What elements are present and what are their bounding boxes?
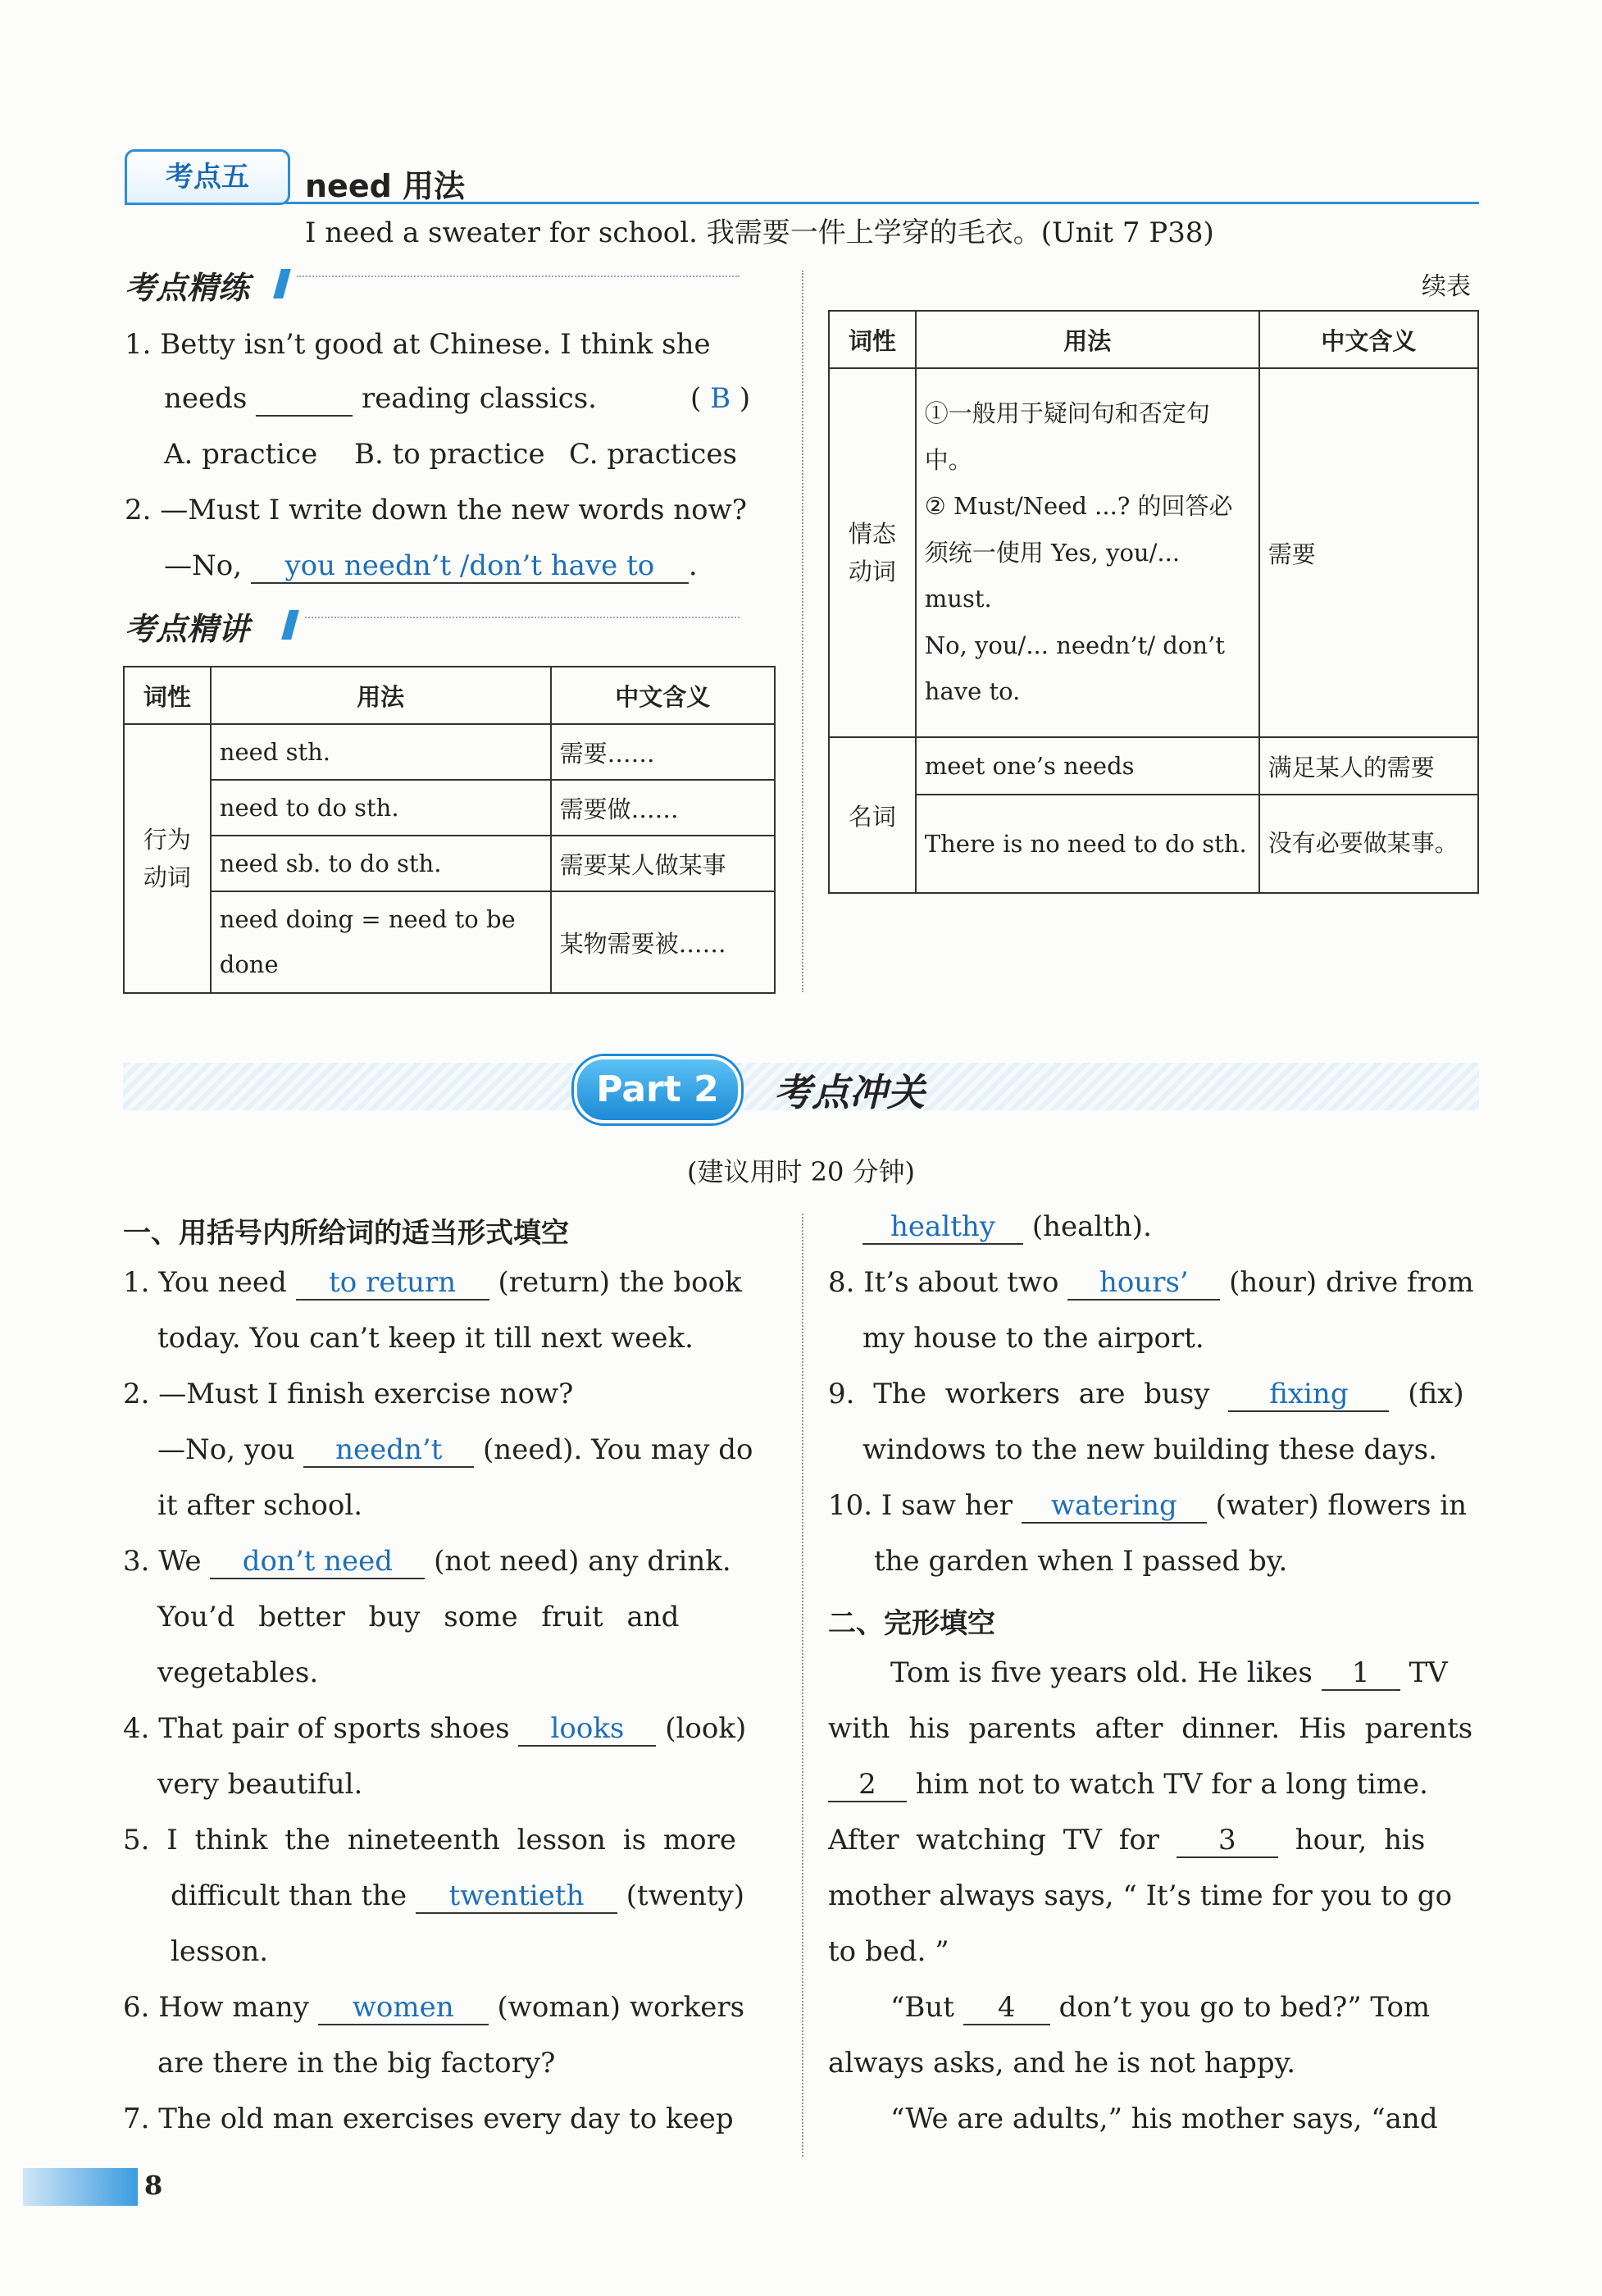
meaning-cell: 没有必要做某事。 [1259, 795, 1478, 893]
s1-q1-blank[interactable]: to return [296, 1267, 489, 1301]
section2-heading: 二、完形填空 [828, 1607, 995, 1640]
section1-heading: 一、用括号内所给词的适当形式填空 [123, 1217, 569, 1250]
s1-q2-blank[interactable]: needn’t [303, 1434, 474, 1468]
continued-label: 续表 [1422, 272, 1471, 301]
pos-cell: 情态动词 [829, 368, 916, 737]
practice-q1-line2: needs reading classics. [164, 382, 597, 417]
s1-q5-line2: difficult than the twentieth (twenty) [171, 1879, 744, 1914]
page-number: 8 [144, 2170, 163, 2201]
s1-q3-blank[interactable]: don’t need [210, 1546, 425, 1579]
table-header: 词性 [124, 667, 211, 724]
practice-q2: 2. —Must I write down the new words now? [125, 494, 747, 526]
modal-usage-2: ② Must/Need ...? 的回答必须统一使用 Yes, you/... must. [924, 492, 1233, 613]
s1-q8-blank[interactable]: hours’ [1067, 1267, 1220, 1301]
practice-q1-blank[interactable] [256, 383, 353, 417]
pos-cell: 行为动词 [124, 724, 211, 993]
s1-q8-line2: my house to the airport. [862, 1322, 1204, 1355]
table-header: 用法 [211, 667, 551, 724]
table-header: 中文含义 [1259, 311, 1478, 368]
practice-q1-option-b: B. to practice [354, 438, 545, 471]
cloze-line: always asks, and he is not happy. [828, 2047, 1296, 2080]
s1-q7-line2: healthy (health). [862, 1210, 1152, 1245]
table-header: 用法 [916, 311, 1259, 368]
s1-q9-line2: windows to the new building these days. [862, 1433, 1437, 1466]
cloze-line: “But 4 don’t you go to bed?” Tom [890, 1991, 1430, 2025]
cloze-blank-3[interactable]: 3 [1176, 1824, 1278, 1858]
s1-q5-line3: lesson. [171, 1935, 269, 1968]
cloze-blank-4[interactable]: 4 [963, 1992, 1050, 2025]
heading-mark [273, 269, 291, 298]
part-title: 考点冲关 [774, 1070, 925, 1114]
meaning-cell: 某物需要被…… [551, 891, 775, 993]
s1-q7: 7. The old man exercises every day to keep [123, 2102, 734, 2135]
cloze-line: “We are adults,” his mother says, “and [890, 2102, 1438, 2135]
s1-q1: 1. You need to return (return) the book [123, 1266, 742, 1301]
practice-q1-option-a: A. practice [164, 438, 318, 471]
s1-q3: 3. We don’t need (not need) any drink. [123, 1545, 731, 1579]
cloze-line: 2 him not to watch TV for a long time. [828, 1768, 1428, 1802]
topic-example: I need a sweater for school. 我需要一件上学穿的毛衣。(Unit 7 P38) [305, 216, 1214, 249]
s1-q2-line2: —No, you needn’t (need). You may do [157, 1433, 753, 1468]
usage-cell: There is no need to do sth. [916, 795, 1259, 893]
heading-dotline [305, 617, 740, 618]
table-header: 词性 [829, 311, 916, 368]
explain-heading: 考点精讲 [125, 610, 250, 647]
practice-q1-answer: ( B ) [690, 382, 751, 415]
usage-cell [916, 368, 1259, 737]
continued-table [828, 310, 1479, 894]
s1-q4: 4. That pair of sports shoes looks (look) [123, 1712, 746, 1747]
usage-cell: need doing = need to be done [211, 891, 551, 993]
s1-q7-blank[interactable]: healthy [862, 1211, 1023, 1245]
cloze-line: mother always says, “ It’s time for you to go [828, 1879, 1453, 1912]
s1-q8: 8. It’s about two hours’ (hour) drive from [828, 1266, 1474, 1301]
practice-q2-blank[interactable]: you needn’t /don’t have to [251, 550, 689, 584]
usage-cell: need sb. to do sth. [211, 836, 551, 891]
heading-mark [281, 610, 299, 640]
practice-heading: 考点精练 [125, 269, 250, 306]
meaning-cell: 满足某人的需要 [1259, 737, 1478, 795]
column-divider [802, 1214, 803, 2157]
table-header: 中文含义 [551, 667, 775, 724]
meaning-cell: 需要 [1259, 368, 1478, 737]
meaning-cell: 需要做…… [551, 780, 775, 836]
s1-q5-blank[interactable]: twentieth [416, 1880, 617, 1914]
s1-q10-line2: the garden when I passed by. [874, 1545, 1288, 1578]
topic-title: need 用法 [305, 168, 466, 204]
s1-q5: 5. I think the nineteenth lesson is more [123, 1824, 736, 1856]
s1-q2: 2. —Must I finish exercise now? [123, 1378, 574, 1410]
usage-cell: need to do sth. [211, 780, 551, 836]
s1-q2-line3: it after school. [157, 1489, 363, 1522]
s1-q10-blank[interactable]: watering [1022, 1490, 1207, 1524]
s1-q6: 6. How many women (woman) workers [123, 1991, 744, 2025]
cloze-blank-2[interactable]: 2 [828, 1769, 907, 1802]
cloze-line: After watching TV for 3 hour, his [828, 1824, 1425, 1858]
page-bar [23, 2168, 138, 2206]
s1-q10: 10. I saw her watering (water) flowers in [828, 1489, 1467, 1524]
cloze-line: Tom is five years old. He likes 1 TV [890, 1656, 1448, 1691]
topic-tag: 考点五 [125, 149, 290, 205]
suggested-time: (建议用时 20 分钟) [686, 1156, 916, 1187]
usage-cell: meet one’s needs [916, 737, 1259, 795]
s1-q9-blank[interactable]: fixing [1228, 1378, 1389, 1412]
meaning-cell: 需要…… [551, 724, 775, 780]
meaning-cell: 需要某人做某事 [551, 836, 775, 891]
s1-q6-line2: are there in the big factory? [157, 2047, 556, 2080]
s1-q1-line2: today. You can’t keep it till next week. [157, 1322, 694, 1355]
pos-cell: 名词 [829, 737, 916, 893]
s1-q6-blank[interactable]: women [318, 1992, 489, 2025]
s1-q4-blank[interactable]: looks [518, 1713, 656, 1747]
practice-q1-option-c: C. practices [569, 438, 737, 471]
s1-q4-line2: very beautiful. [157, 1768, 363, 1801]
part-badge: Part 2 [574, 1056, 741, 1123]
s1-q3-line2: You’d better buy some fruit and [157, 1601, 680, 1633]
modal-usage-3: No, you/... needn’t/ don’t have to. [924, 631, 1225, 706]
practice-q1: 1. Betty isn’t good at Chinese. I think she [125, 328, 711, 361]
cloze-blank-1[interactable]: 1 [1322, 1657, 1400, 1691]
usage-cell: need sth. [211, 724, 551, 780]
cloze-line: to bed. ” [828, 1935, 949, 1968]
s1-q9: 9. The workers are busy fixing (fix) [828, 1378, 1464, 1412]
column-divider [802, 271, 803, 992]
cloze-line: with his parents after dinner. His parents [828, 1712, 1473, 1745]
s1-q3-line3: vegetables. [157, 1656, 319, 1689]
heading-dotline [297, 276, 740, 277]
practice-q2-line2: —No, you needn’t /don’t have to . [164, 549, 698, 584]
modal-usage-1: ①一般用于疑问句和否定句中。 [924, 399, 1210, 474]
explain-table [123, 666, 776, 994]
